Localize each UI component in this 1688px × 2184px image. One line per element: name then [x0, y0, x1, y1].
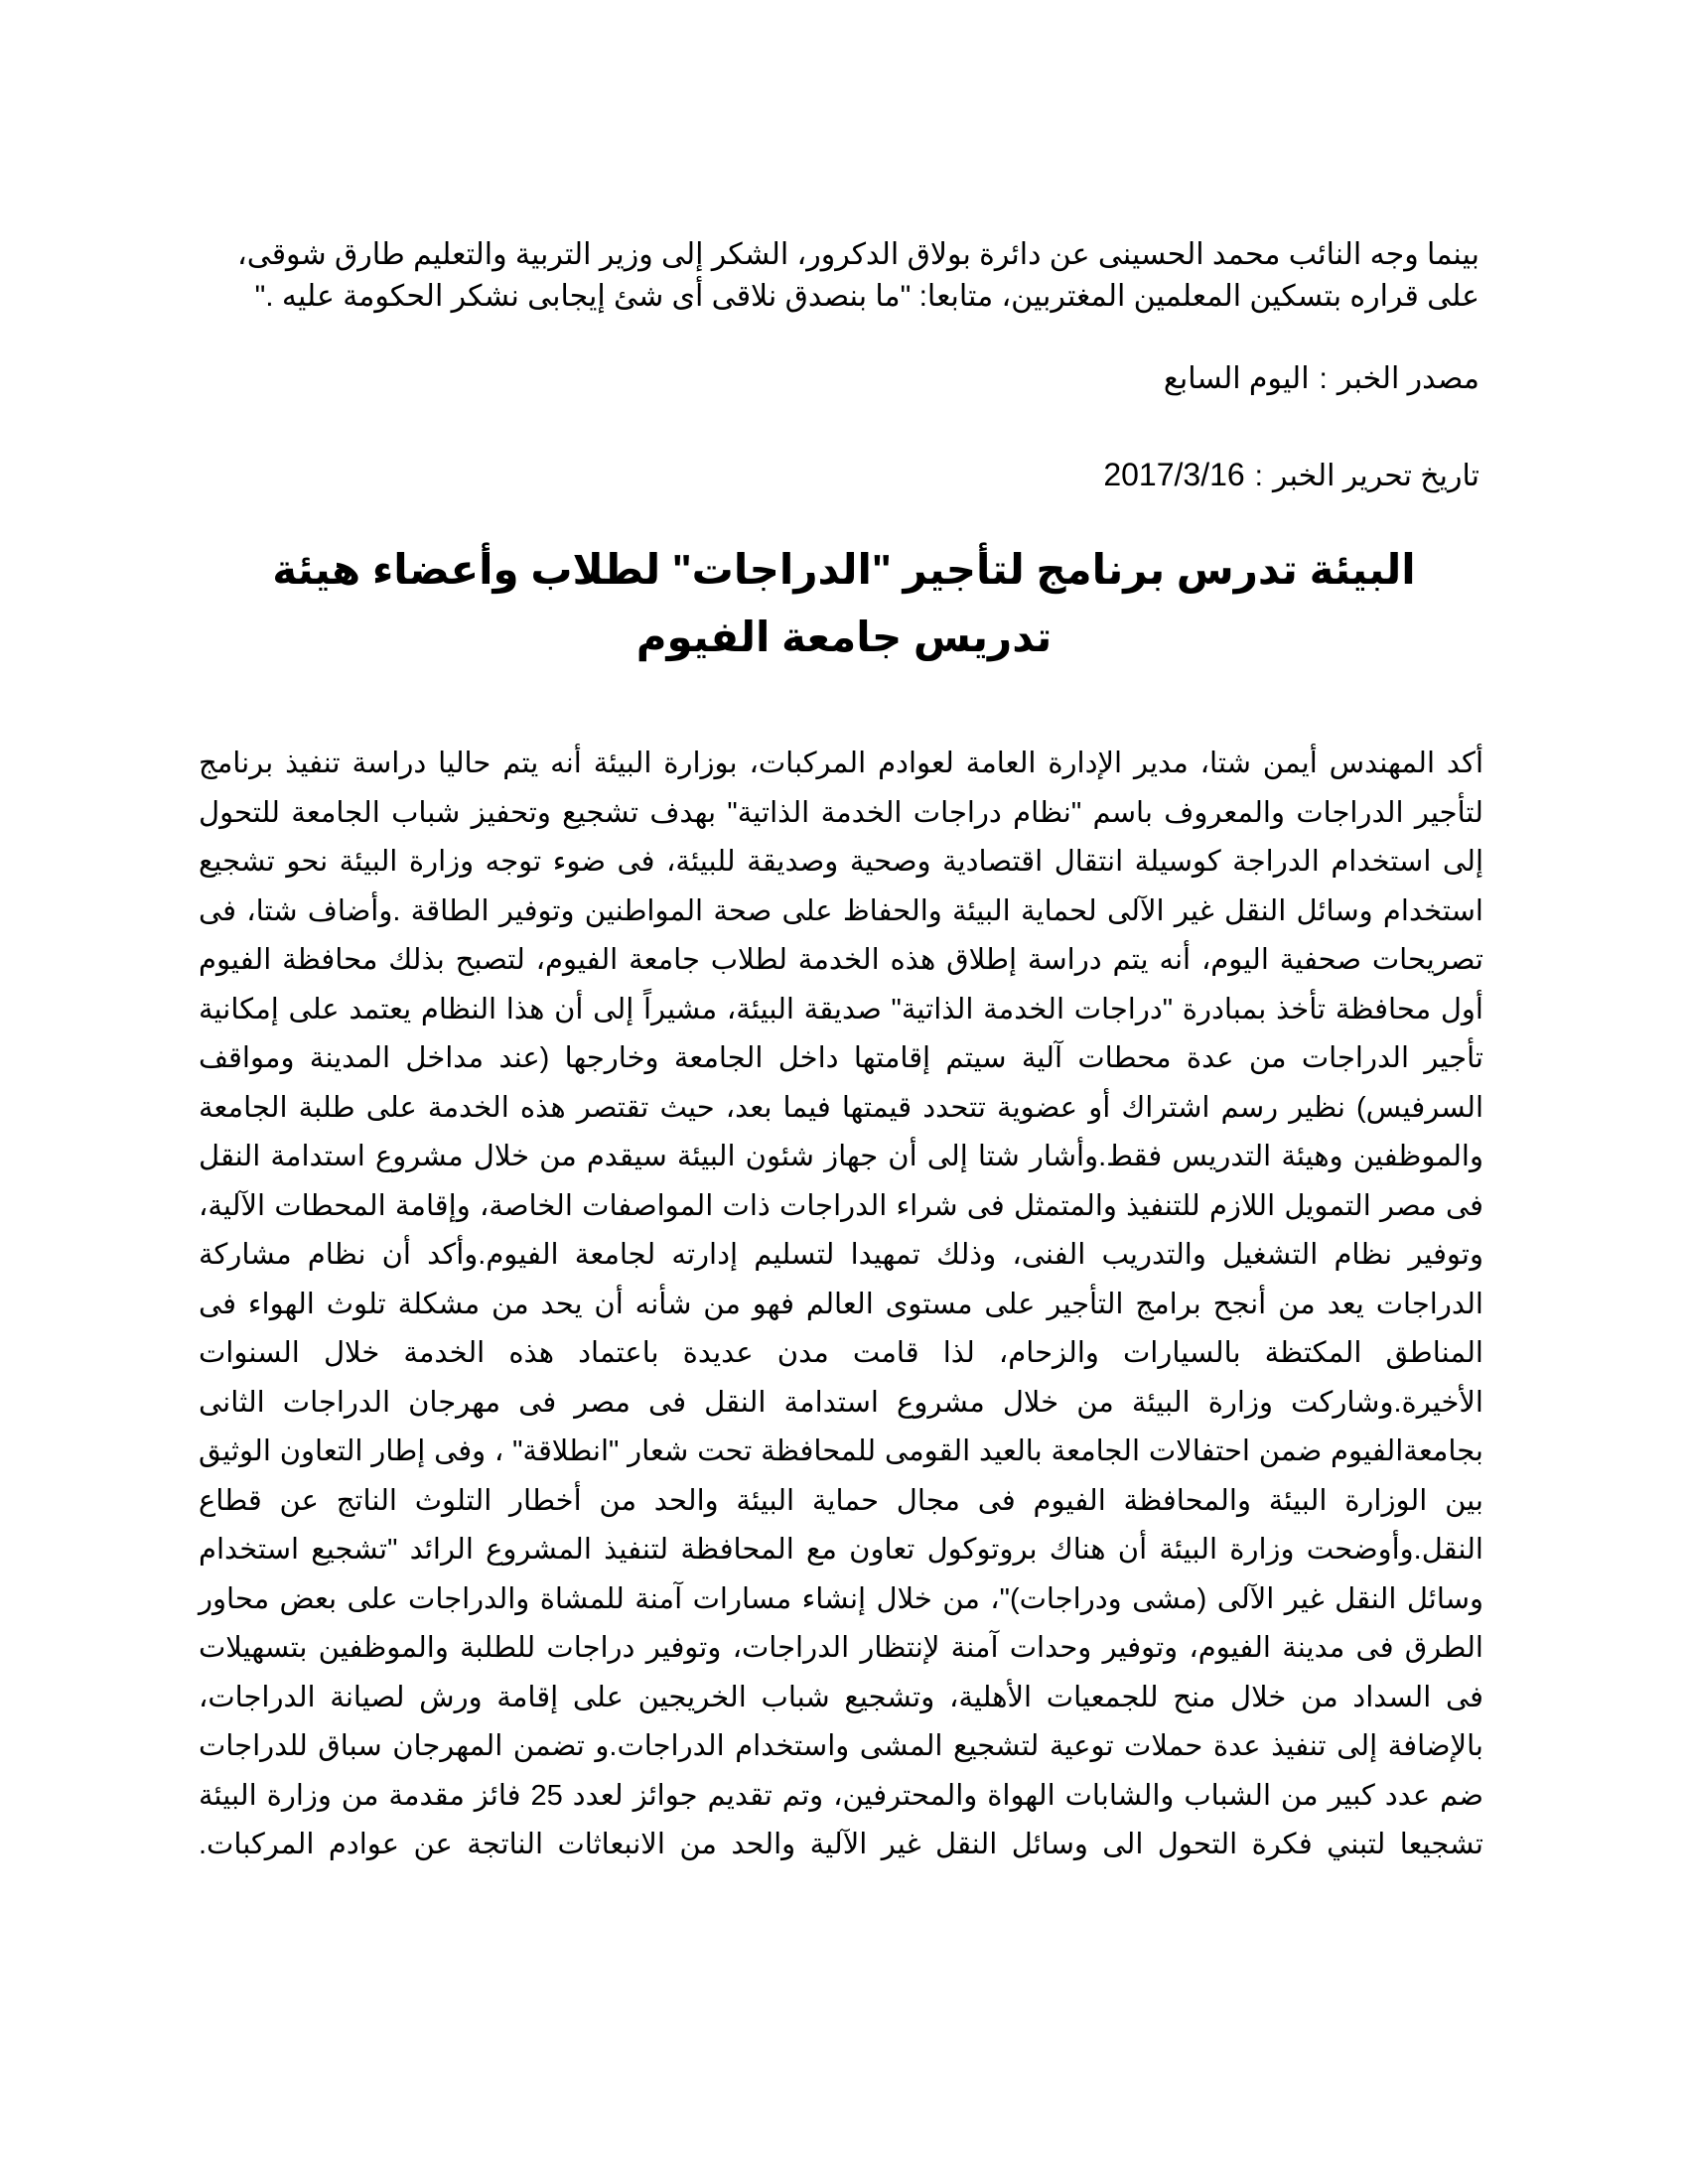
- edit-date-label: تاريخ تحرير الخبر: [1273, 460, 1479, 492]
- edit-date-separator: :: [1254, 460, 1264, 492]
- edit-date-line: [1103, 455, 1479, 496]
- intro-paragraph: بينما وجه النائب محمد الحسينى عن دائرة بولاق الدكرور، الشكر إلى وزير التربية والتعليم طارق شوقى، على قراره بتسكين المعلمين المغتربين، متابعا: "ما بنصدق نلاقى أى شئ إيجابى نشكر الحكومة عليه .": [237, 238, 1479, 313]
- article-body-paragraph: أكد المهندس أيمن شتا، مدير الإدارة العامة لعوادم المركبات، بوزارة البيئة أنه يتم حاليا دراسة تنفيذ برنامج لتأجير الدراجات والمعروف باسم "نظام دراجات الخدمة الذاتية" بهدف تشجيع وتحفيز شباب الجامعة للتحول إلى استخدام الدراجة كوسيلة انتقال اقتصادية وصحية وصديقة للبيئة، فى ضوء توجه وزارة البيئة نحو تشجيع استخدام وسائل النقل غير الآلى لحماية البيئة والحفاظ على صحة المواطنين وتوفير الطاقة .وأضاف شتا، فى تصريحات صحفية اليوم، أنه يتم دراسة إطلاق هذه الخدمة لطلاب جامعة الفيوم، لتصبح بذلك محافظة الفيوم أول محافظة تأخذ بمبادرة "دراجات الخدمة الذاتية" صديقة البيئة، مشيراً إلى أن هذا النظام يعتمد على إمكانية تأجير الدراجات من عدة محطات آلية سيتم إقامتها داخل الجامعة وخارجها (عند مداخل المدينة ومواقف السرفيس) نظير رسم اشتراك أو عضوية تتحدد قيمتها فيما بعد، حيث تقتصر هذه الخدمة على طلبة الجامعة والموظفين وهيئة التدريس فقط.وأشار شتا إلى أن جهاز شئون البيئة سيقدم من خلال مشروع استدامة النقل فى مصر التمويل اللازم للتنفيذ والمتمثل فى شراء الدراجات ذات المواصفات الخاصة، وإقامة المحطات الآلية، وتوفير نظام التشغيل والتدريب الفنى، وذلك تمهيدا لتسليم إدارته لجامعة الفيوم.وأكد أن نظام مشاركة الدراجات يعد من أنجح برامج التأجير على مستوى العالم فهو من شأنه أن يحد من مشكلة تلوث الهواء فى المناطق المكتظة بالسيارات والزحام، لذا قامت مدن عديدة باعتماد هذه الخدمة خلال السنوات الأخيرة.وشاركت وزارة البيئة من خلال مشروع استدامة النقل فى مصر فى مهرجان الدراجات الثانى بجامعةالفيوم ضمن احتفالات الجامعة بالعيد القومى للمحافظة تحت شعار "انطلاقة" ، وفى إطار التعاون الوثيق بين الوزارة البيئة والمحافظة الفيوم فى مجال حماية البيئة والحد من أخطار التلوث الناتج عن قطاع النقل.وأوضحت وزارة البيئة أن هناك بروتوكول تعاون مع المحافظة لتنفيذ المشروع الرائد "تشجيع استخدام وسائل النقل غير الآلى (مشى ودراجات)"، من خلال إنشاء مسارات آمنة للمشاة والدراجات على بعض محاور الطرق فى مدينة الفيوم، وتوفير وحدات آمنة لإنتظار الدراجات، وتوفير دراجات للطلبة والموظفين بتسهيلات فى السداد من خلال منح للجمعيات الأهلية، وتشجيع شباب الخريجين على إقامة ورش لصيانة الدراجات، بالإضافة إلى تنفيذ عدة حملات توعية لتشجيع المشى واستخدام الدراجات.و تضمن المهرجان سباق للدراجات ضم عدد كبير من الشباب والشابات الهواة والمحترفين، وتم تقديم جوائز لعدد 25 فائز مقدمة من وزارة البيئة تشجيعا لتبني فكرة التحول الى وسائل النقل غير الآلية والحد من الانبعاثات الناتجة عن عوادم المركبات.: [199, 748, 1483, 1860]
- edit-date-value: 2017/3/16: [1103, 457, 1245, 492]
- article-headline: البيئة تدرس برنامج لتأجير "الدراجات" لطلاب وأعضاء هيئة تدريس جامعة الفيوم: [272, 546, 1416, 660]
- news-source-line: [1164, 359, 1479, 399]
- news-source-label: مصدر الخبر: [1336, 362, 1479, 395]
- news-source-value: اليوم السابع: [1163, 362, 1310, 395]
- news-source-separator: :: [1319, 362, 1328, 395]
